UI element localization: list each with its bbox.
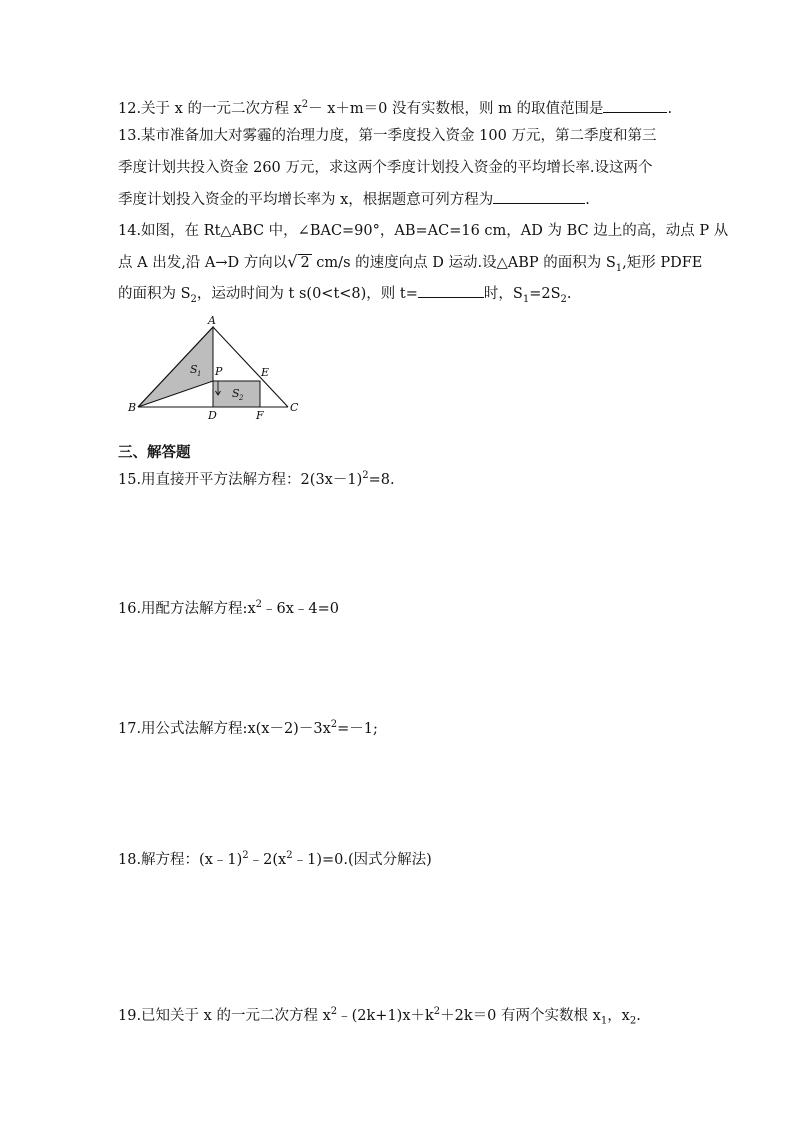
q14-subscript-3: 1	[522, 293, 530, 305]
q12-text-2: － x＋m＝0 没有实数根，则 m 的取值范围是	[308, 100, 604, 117]
q14-text-6: 时，S	[483, 286, 523, 302]
q19-text-2: ﹣(2k+1)x＋k	[337, 1007, 434, 1024]
q14-text-7: =2S	[529, 286, 561, 302]
q14-text: 点 A 出发,沿 A→D 方向以	[118, 255, 288, 271]
q19-text-4: ，x	[607, 1007, 630, 1024]
q13-end: .	[585, 192, 590, 208]
question-14-line-2	[118, 251, 702, 280]
q14-subscript-2: 2	[190, 293, 197, 305]
q14-end: .	[566, 286, 572, 302]
q13-answer-blank[interactable]	[493, 189, 585, 204]
question-13-line-1: 13.某市准备加大对雾霾的治理力度，第一季度投入资金 100 万元，第二季度和第三	[118, 128, 657, 144]
q15-exponent: 2	[362, 470, 369, 481]
q16-exponent: 2	[255, 599, 262, 610]
question-18	[118, 845, 432, 871]
q19-subscript-2: 2	[629, 1015, 637, 1027]
label-s1-sub: 1	[197, 370, 202, 378]
q14-text-2: cm/s 的速度向点 D 运动.设△ABP 的面积为 S	[311, 255, 616, 271]
q18-text-3: ﹣1)=0.(因式分解法)	[292, 851, 432, 868]
label-c: C	[290, 401, 299, 414]
q19-end: .	[636, 1007, 641, 1024]
label-s2: S	[232, 387, 240, 400]
q19-text: 19.已知关于 x 的一元二次方程 x	[118, 1007, 331, 1024]
label-b: B	[128, 401, 137, 414]
q12-text: 12.关于 x 的一元二次方程 x	[118, 100, 302, 117]
q15-text: 15.用直接开平方法解方程：2(3x－1)	[118, 471, 363, 488]
sqrt-symbol: √	[287, 252, 298, 271]
triangle-figure	[120, 312, 310, 422]
q19-exponent-2: 2	[433, 1006, 441, 1017]
q14-answer-blank[interactable]	[418, 283, 484, 298]
label-e: E	[261, 366, 270, 379]
q18-text: 18.解方程：(x﹣1)	[118, 851, 243, 868]
q14-subscript: 1	[615, 262, 623, 274]
question-14-line-3	[118, 283, 572, 311]
label-s1: S	[190, 363, 198, 376]
label-a: A	[208, 314, 216, 327]
q14-subscript-4: 2	[560, 293, 567, 305]
label-s2-sub: 2	[239, 394, 244, 402]
q14-text-3: ,矩形 PDFE	[622, 255, 703, 271]
q18-text-2: ﹣2(x	[248, 851, 287, 868]
q19-subscript-1: 1	[600, 1015, 608, 1027]
question-16	[118, 594, 339, 620]
q17-exponent: 2	[330, 719, 338, 730]
q16-text: 16.用配方法解方程:x	[118, 600, 256, 617]
q15-text-2: =8.	[368, 471, 395, 488]
question-13-line-2: 季度计划共投入资金 260 万元，求这两个季度计划投入资金的平均增长率.设这两个	[118, 160, 653, 176]
q16-text-2: ﹣6x﹣4=0	[262, 600, 340, 617]
q12-end: .	[667, 100, 673, 117]
q19-exponent-1: 2	[330, 1006, 338, 1017]
question-13-line-3	[118, 189, 590, 211]
sqrt-value: 2	[300, 255, 310, 271]
label-f: F	[256, 409, 264, 422]
question-17	[118, 714, 378, 740]
q14-text-5: ，运动时间为 t s(0<t<8)，则 t=	[196, 286, 418, 302]
q18-exponent-1: 2	[242, 850, 249, 861]
label-p: P	[215, 365, 223, 378]
q12-answer-blank[interactable]	[603, 98, 667, 113]
section-heading: 三、解答题	[118, 445, 191, 461]
question-12	[118, 94, 672, 120]
q17-text: 17.用公式法解方程:x(x－2)－3x	[118, 720, 331, 737]
q13-text: 季度计划投入资金的平均增长率为 x，根据题意可列方程为	[118, 192, 494, 208]
question-15	[118, 465, 395, 491]
label-d: D	[208, 409, 217, 422]
question-14-line-1: 14.如图，在 Rt△ABC 中，∠BAC=90°，AB=AC=16 cm，AD 为 BC 边上的高，动点 P 从	[118, 223, 729, 239]
q17-text-2: =－1;	[337, 720, 378, 737]
q14-text-4: 的面积为 S	[118, 286, 191, 302]
q18-exponent-2: 2	[286, 850, 293, 861]
q12-exponent: 2	[301, 99, 309, 110]
q19-text-3: ＋2k＝0 有两个实数根 x	[440, 1007, 601, 1024]
question-19	[118, 1001, 641, 1033]
